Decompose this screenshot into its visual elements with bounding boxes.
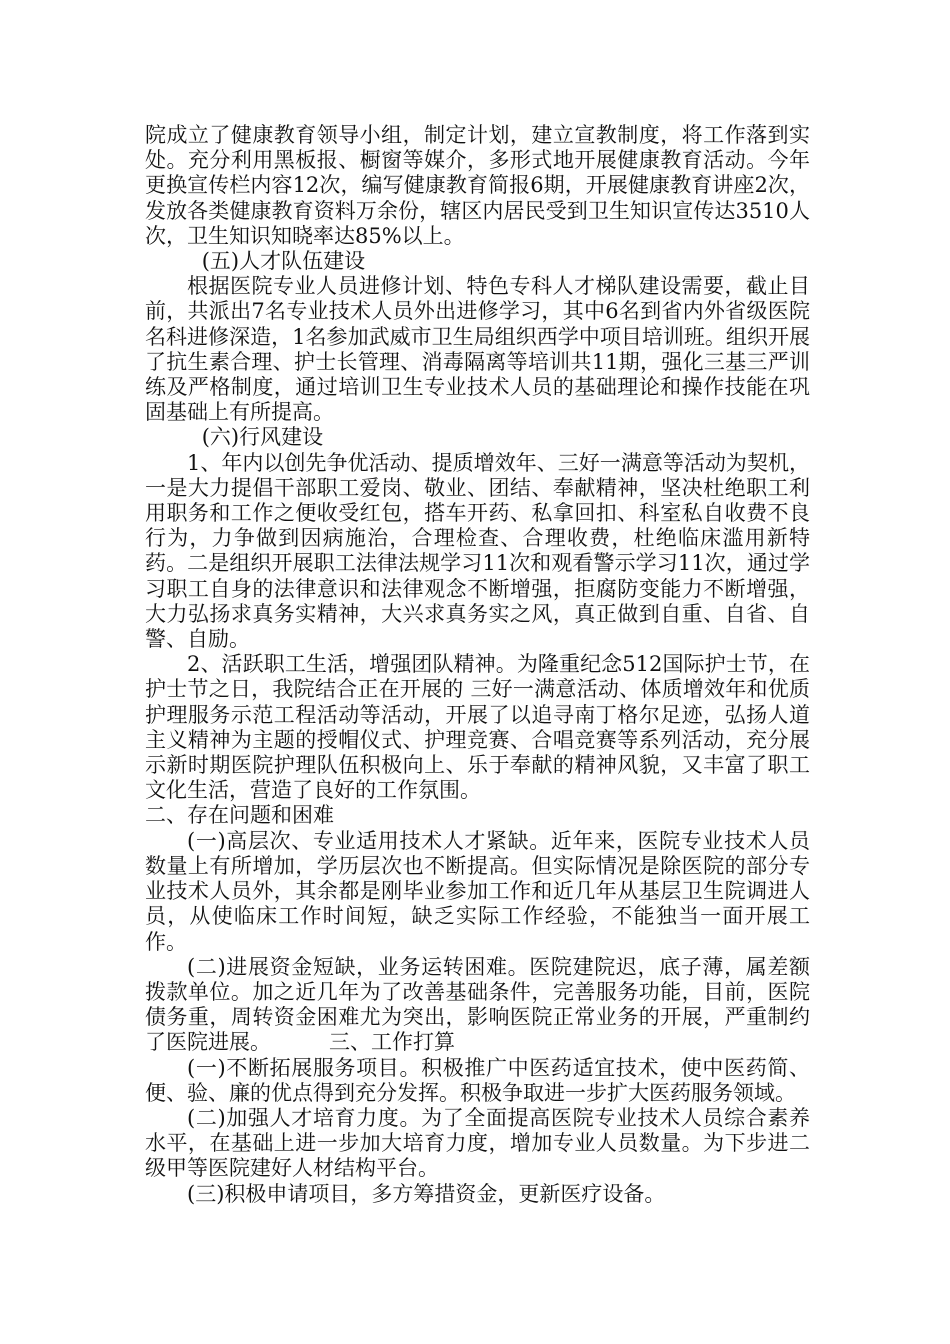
section-heading-conduct: (六)行风建设 — [201, 425, 324, 450]
paragraph-talent-team: 根据医院专业人员进修计划、特色专科人才梯队建设需要，截止目前，共派出7名专业技术人员外出进修学习，其中6名到省内外省级医院名科进修深造，1名参加武威市卫生局组织西学中项目培训班。组织开展了抗生素合理、护士长管理、消毒隔离等培训共11期，强化三基三严训练及严格制度，通过培训卫生专业技术人员的基础理论和操作技能在巩固基础上有所提高。 — [145, 274, 810, 425]
paragraph-conduct-2: 2、活跃职工生活，增强团队精神。为隆重纪念512国际护士节，在护士节之日，我院结合正在开展的 三好一满意活动、体质增效年和优质护理服务示范工程活动等活动，开展了以追寻南丁格尔足迹，弘扬人道主义精神为主题的授帽仪式、护理竞赛、合唱竞赛等系列活动，充分展示新时期医院护理队伍积极向上、乐于奉献的精神风貌，又丰富了职工文化生活，营造了良好的工作氛围。 — [145, 652, 810, 803]
paragraph-health-education-continued: 院成立了健康教育领导小组，制定计划，建立宣教制度，将工作落到实处。充分利用黑板报、橱窗等媒介，多形式地开展健康教育活动。今年更换宣传栏内容12次，编写健康教育简报6期，开展健康教育讲座2次，发放各类健康教育资料万余份，辖区内居民受到卫生知识宣传达3510人次，卫生知识知晓率达85%以上。 — [145, 123, 810, 248]
paragraph-conduct-1: 1、年内以创先争优活动、提质增效年、三好一满意等活动为契机，一是大力提倡干部职工爱岗、敬业、团结、奉献精神，坚决杜绝职工利用职务和工作之便收受红包，搭车开药、私拿回扣、科室私自收费不良行为，力争做到因病施治，合理检查、合理收费，杜绝临床滥用新特药。二是组织开展职工法律法规学习11次和观看警示学习11次，通过学习职工自身的法律意识和法律观念不断增强，拒腐防变能力不断增强，大力弘扬求真务实精神，大兴求真务实之风，真正做到自重、自省、自警、自励。 — [145, 450, 810, 652]
section-heading-problems: 二、存在问题和困难 — [145, 803, 334, 828]
paragraph-problem-2-text: (二)进展资金短缺，业务运转困难。医院建院迟，底子薄，属差额拨款单位。加之近几年为了改善基础条件，完善服务功能，目前，医院债务重，周转资金困难尤为突出，影响医院正常业务的开展，严重制约了医院进展。 — [145, 954, 810, 1055]
paragraph-problem-1: (一)高层次、专业适用技术人才紧缺。近年来，医院专业技术人员数量上有所增加，学历层次也不断提高。但实际情况是除医院的部分专业技术人员外，其余都是刚毕业参加工作和近几年从基层卫生院调进人员，从使临床工作时间短，缺乏实际工作经验，不能独当一面开展工作。 — [145, 828, 810, 954]
paragraph-plan-1: (一)不断拓展服务项目。积极推广中医药适宜技术，使中医药简、便、验、廉的优点得到充分发挥。积极争取进一步扩大医药服务领域。 — [145, 1055, 810, 1105]
paragraph-plan-2: (二)加强人才培育力度。为了全面提高医院专业技术人员综合素养水平，在基础上进一步加大培育力度，增加专业人员数量。为下步进二级甲等医院建好人材结构平台。 — [145, 1105, 810, 1181]
section-heading-plans: 三、工作打算 — [329, 1030, 455, 1055]
section-heading-talent-team: (五)人才队伍建设 — [201, 249, 366, 274]
paragraph-plan-3: (三)积极申请项目，多方筹措资金，更新医疗设备。 — [187, 1181, 666, 1206]
document-body — [145, 123, 810, 1207]
paragraph-problem-2 — [145, 955, 810, 1056]
